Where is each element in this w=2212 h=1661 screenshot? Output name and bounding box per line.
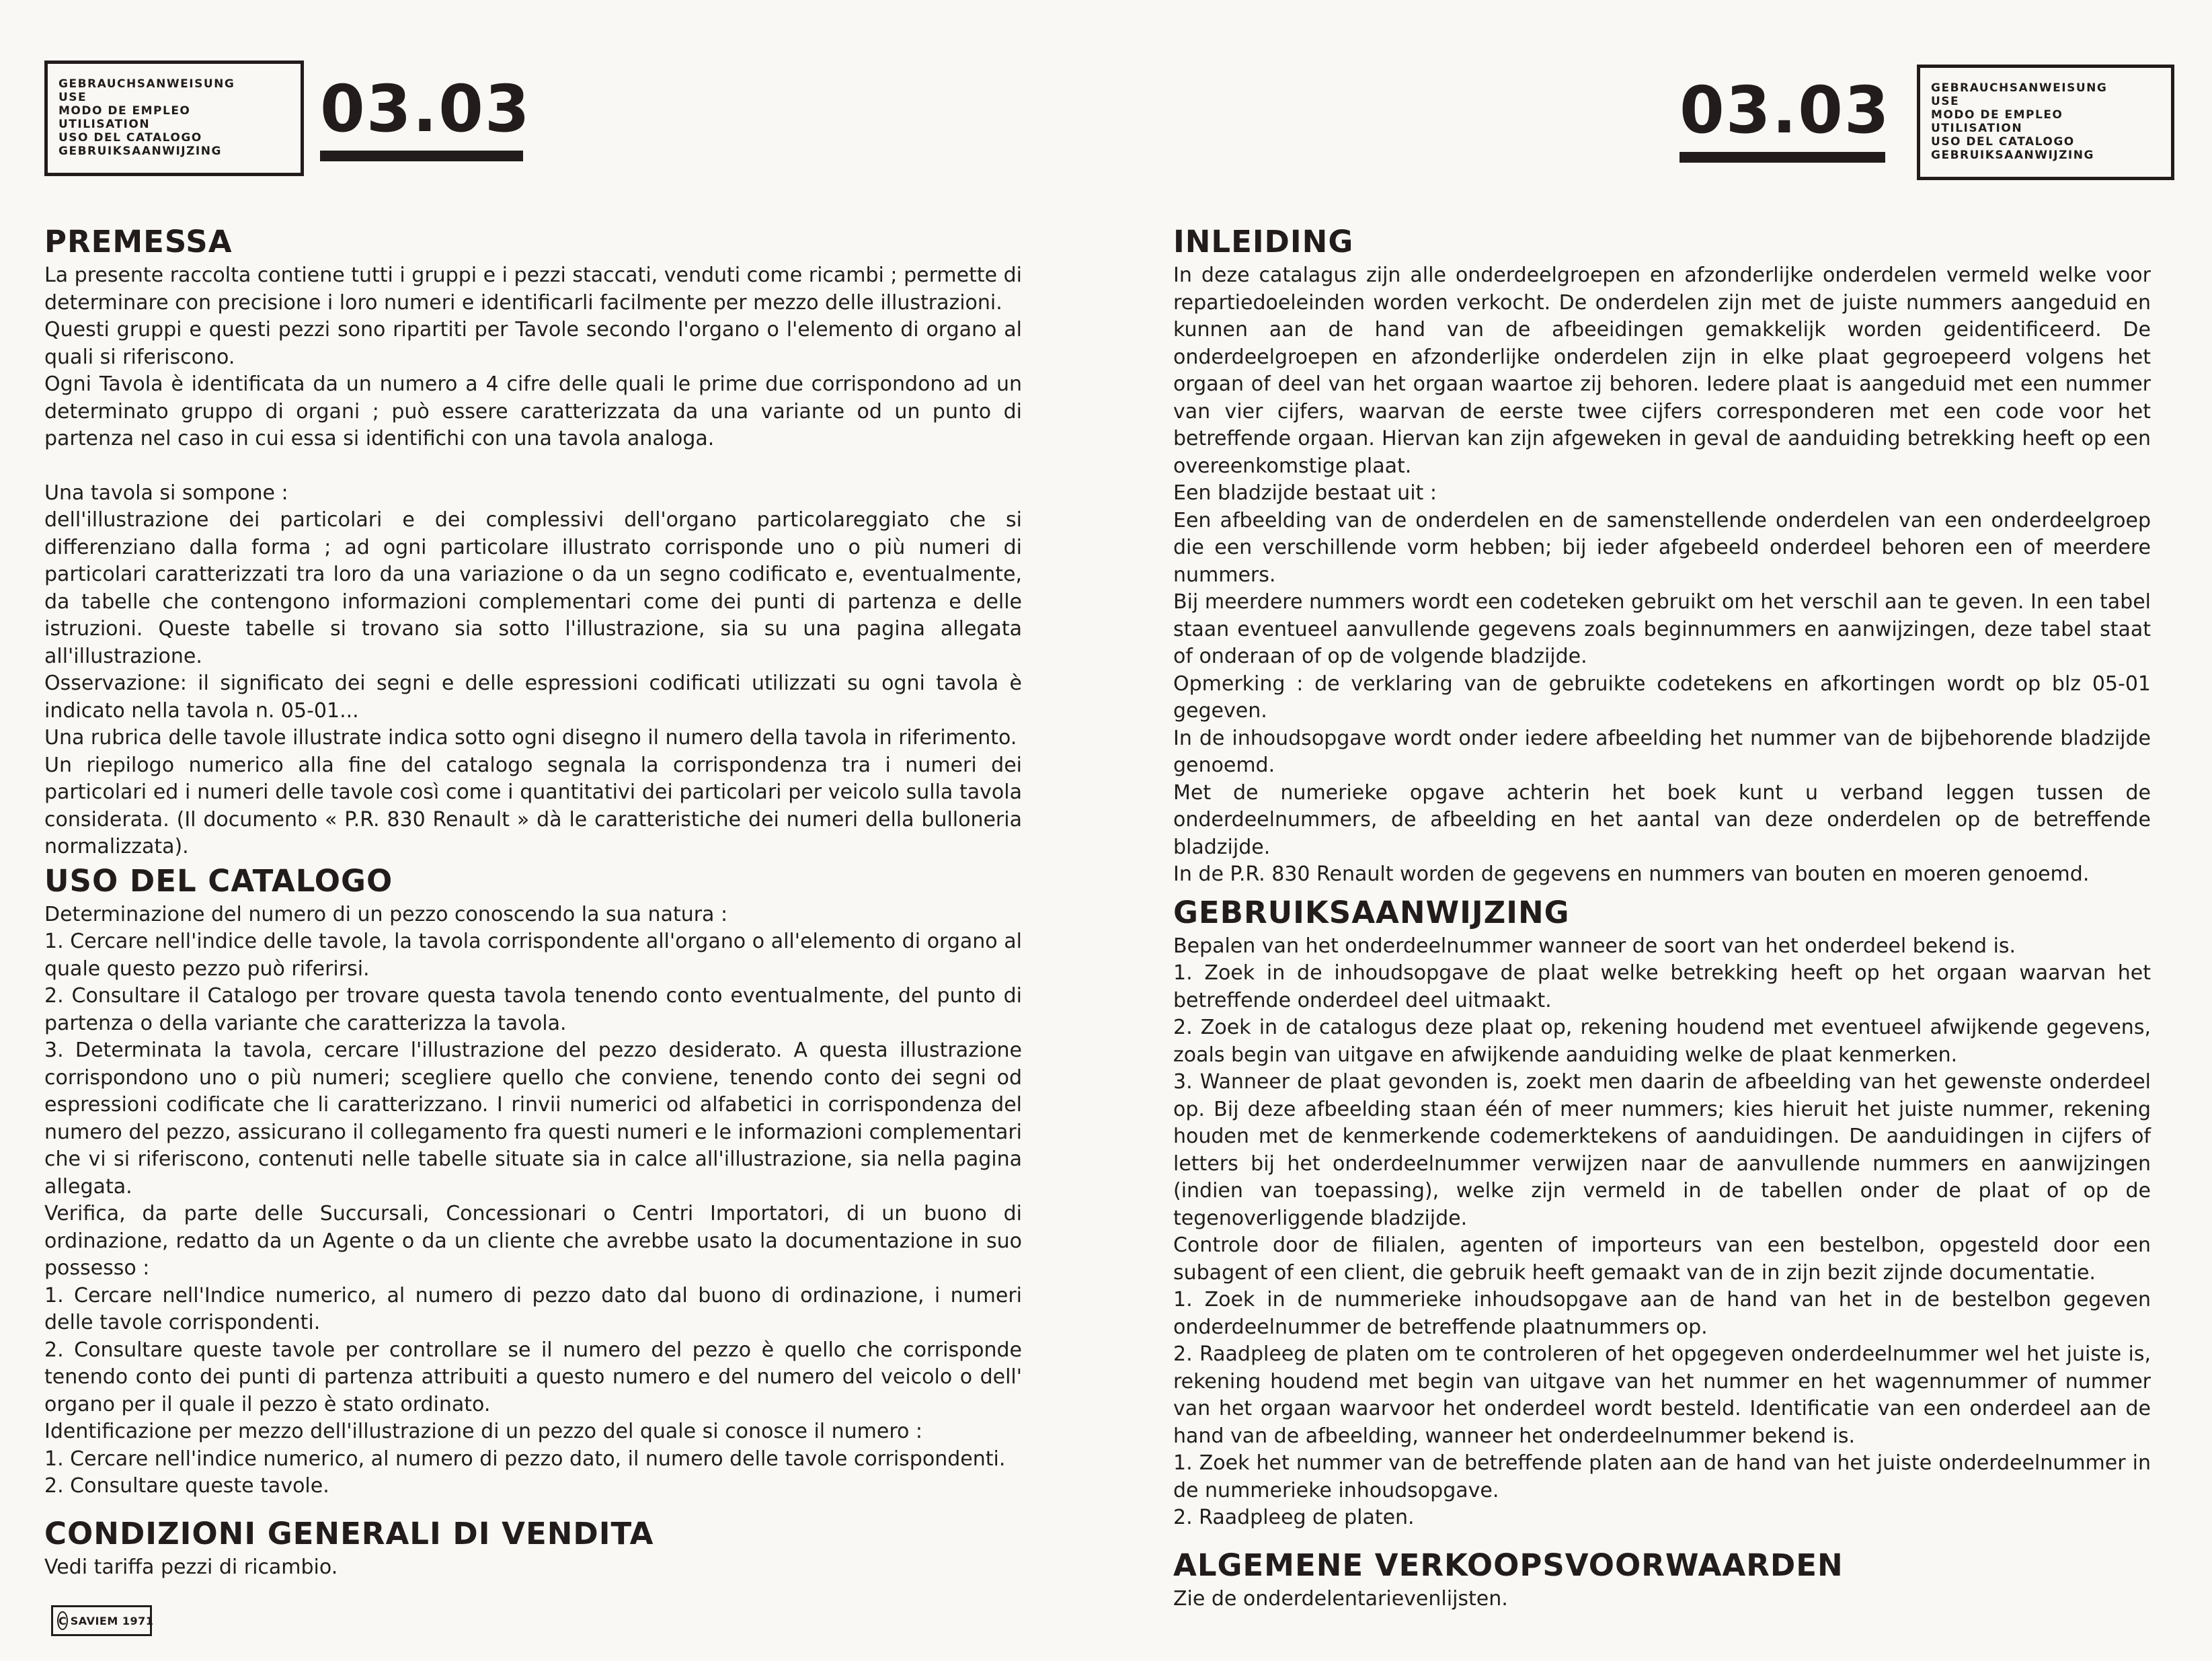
dutch-text <box>1173 222 2151 1613</box>
heading-inleiding: INLEIDING <box>1173 224 1354 259</box>
sheet-number-underline <box>320 151 523 161</box>
paragraph: Bij meerdere nummers wordt een codeteken gebruikt om het verschil aan te geven. In een tabel staan eventueel aanvullende gegevens zoals beginnummers en aanwijzingen, deze tabel staat of onderaan of op de volgende bladzijde. <box>1173 590 2151 668</box>
sheet-number <box>320 71 531 161</box>
paragraph: Osservazione: il significato dei segni e delle espressioni codificati utilizzati su ogni tavola è indicato nella tavola n. 05-01... <box>44 672 1022 723</box>
paragraph: Identificazione per mezzo dell'illustrazione di un pezzo del quale si conosce il numero : <box>44 1420 923 1443</box>
paragraph: Un riepilogo numerico alla fine del catalogo segnala la corrispondenza tra i numeri dei particolari ed i numeri delle tavole così come i quantitativi dei particolari per veicolo sulla tavola considerata. (Il documento « P.R. 830 Renault » dà le caratteristiche dei numeri della bulloneria normalizzata). <box>44 753 1022 858</box>
sheet-number <box>1680 73 1891 163</box>
paragraph: 2. Raadpleeg de platen om te controleren of het opgegeven onderdeelnummer wel het juiste is, rekening houdend met begin van uitgave van het nummer en het wagennummer of nummer van het orgaan waarvoor het onderdeel wordt besteld. Identificatie van een onderdeel aan de hand van de afbeelding, wanneer het onderdeelnummer bekend is. <box>1173 1342 2151 1448</box>
paragraph: 3. Wanneer de plaat gevonden is, zoekt men daarin de afbeelding van het gewenste onderdeel op. Bij deze afbeelding staan één of meer nummers; kies hieruit het juiste nummer, rekening houden met de kenmerkende codemerktekens of aanduidingen. De aanduidingen in cijfers of letters bij het onderdeelnummer verwijzen naar de aanvullende nummers en aanwijzingen (indien van toepassing), welke zijn vermeld in de tabellen onder de plaat of op de tegenoverliggende bladzijde. <box>1173 1070 2151 1230</box>
copyright-text: SAVIEM 1971 <box>70 1614 154 1627</box>
language-label: MODO DE EMPLEO <box>1931 108 2063 122</box>
language-label: MODO DE EMPLEO <box>58 104 191 118</box>
paragraph: 1. Cercare nell'indice delle tavole, la tavola corrispondente all'organo o all'elemento di organo al quale questo pezzo può riferirsi. <box>44 930 1022 981</box>
paragraph: Determinazione del numero di un pezzo conoscendo la sua natura : <box>44 902 728 926</box>
language-label: UTILISATION <box>58 118 151 131</box>
paragraph: Questi gruppi e questi pezzi sono ripartiti per Tavole secondo l'organo o l'elemento di organo al quali si riferiscono. <box>44 318 1022 369</box>
paragraph: 3. Determinata la tavola, cercare l'illustrazione del pezzo desiderato. A questa illustrazione corrispondono uno o più numeri; scegliere quello che conviene, tenendo conto dei segni od espressioni codificate che li caratterizzano. I rinvii numerici od alfabetici in corrispondenza del numero del pezzo, assicurano il collegamento fra questi numeri e le informazioni complementari che vi si riferiscono, contenuti nelle tabelle situate sia in calce all'illustrazione, sia nella pagina allegata. <box>44 1039 1022 1199</box>
sheet-number-text: 03.03 <box>320 71 531 147</box>
language-box <box>1917 65 2174 180</box>
heading-condizioni-generali: CONDIZIONI GENERALI DI VENDITA <box>44 1515 654 1551</box>
language-label: GEBRUIKSAANWIJZING <box>1931 149 2094 162</box>
paragraph: La presente raccolta contiene tutti i gruppi e i pezzi staccati, venduti come ricambi ; permette di determinare con precisione i loro numeri e identificarli facilmente per mezzo delle illustrazioni. <box>44 264 1022 315</box>
heading-gebruiksaanwijzing: GEBRUIKSAANWIJZING <box>1173 894 1570 930</box>
paragraph: 1. Cercare nell'indice numerico, al numero di pezzo dato, il numero delle tavole corrispondenti. <box>44 1447 1006 1471</box>
sheet-number-underline <box>1680 152 1885 163</box>
paragraph: dell'illustrazione dei particolari e dei complessivi dell'organo particolareggiato che si differenziano dalla forma ; ad ogni particolare illustrato corrisponde uno o più numeri di particolari caratterizzati tra loro da una variazione o da un segno codificato e, eventualmente, da tabelle che contengono informazioni complementari come dei punti di partenza e delle istruzioni. Queste tabelle si trovano sia sotto l'illustrazione, sia su una pagina allegata all'illustrazione. <box>44 508 1022 668</box>
heading-algemene-verkoopsvoorwaarden: ALGEMENE VERKOOPSVOORWAARDEN <box>1173 1547 1844 1583</box>
paragraph: Opmerking : de verklaring van de gebruikte codetekens en afkortingen wordt op blz 05-01 gegeven. <box>1173 672 2151 723</box>
language-label: GEBRAUCHSANWEISUNG <box>1931 81 2108 95</box>
paragraph: 2. Consultare queste tavole. <box>44 1474 329 1498</box>
paragraph: 2. Consultare il Catalogo per trovare questa tavola tenendo conto eventualmente, del punto di partenza o della variante che caratterizza la tavola. <box>44 984 1022 1035</box>
paragraph: Verifica, da parte delle Succursali, Concessionari o Centri Importatori, di un buono di ordinazione, redatto da un Agente o da un cliente che avrebbe usato la documentazione in suo possesso : <box>44 1202 1022 1280</box>
paragraph: In de inhoudsopgave wordt onder iedere afbeelding het nummer van de bijbehorende bladzijde genoemd. <box>1173 726 2151 777</box>
spacer <box>44 453 1022 480</box>
language-label: GEBRUIKSAANWIJZING <box>58 145 222 158</box>
paragraph: 1. Cercare nell'Indice numerico, al numero di pezzo dato dal buono di ordinazione, i numeri delle tavole corrispondenti. <box>44 1283 1022 1334</box>
paragraph: Controle door de filialen, agenten of importeurs van een bestelbon, opgesteld door een subagent of een client, die gebruik heeft gemaakt van de in zijn bezit zijnde documentatie. <box>1173 1233 2151 1285</box>
heading-uso-del-catalogo: USO DEL CATALOGO <box>44 862 393 899</box>
paragraph: Met de numerieke opgave achterin het boek kunt u verband leggen tussen de onderdeelnummers, de afbeelding en het aantal van deze onderdelen op de betreffende bladzijde. <box>1173 780 2151 859</box>
language-box <box>44 60 304 176</box>
paragraph: Ogni Tavola è identificata da un numero a 4 cifre delle quali le prime due corrispondono ad un determinato gruppo di organi ; può essere caratterizzata da una variante od un punto di partenza nel caso in cui essa si identifichi con una tavola analoga. <box>44 372 1022 450</box>
paragraph: 1. Zoek in de inhoudsopgave de plaat welke betrekking heeft op het orgaan waarvan het betreffende onderdeel deel uitmaakt. <box>1173 961 2151 1012</box>
paragraph: Vedi tariffa pezzi di ricambio. <box>44 1555 338 1579</box>
italian-text <box>44 222 1022 1581</box>
paragraph: Een bladzijde bestaat uit : <box>1173 481 1437 505</box>
copyright-mark <box>51 1605 152 1636</box>
paragraph: In deze catalagus zijn alle onderdeelgroepen en afzonderlijke onderdelen vermeld welke voor repartiedoeleinden worden verkocht. De onderdelen zijn met de juiste nummers aangeduid en kunnen aan de hand van de afbeeidingen gemakkelijk worden geidentificeerd. De onderdeelgroepen en afzonderlijke onderdelen zijn in elke plaat gegroepeerd volgens het orgaan of deel van het orgaan waartoe zij behoren. Iedere plaat is aangeduid met een nummer van vier cijfers, waarvan de eerste twee cijfers corresponderen met een code voor het betreffende orgaan. Hiervan kan zijn afgeweken in geval de aanduiding betrekking heeft op een overeenkomstige plaat. <box>1173 264 2151 478</box>
language-label: USE <box>1931 95 1960 108</box>
heading-premessa: PREMESSA <box>44 224 233 259</box>
copyright-icon: C <box>57 1611 68 1630</box>
language-label: UTILISATION <box>1931 122 2023 135</box>
language-label: GEBRAUCHSANWEISUNG <box>58 77 235 91</box>
paragraph: In de P.R. 830 Renault worden de gegevens en nummers van bouten en moeren genoemd. <box>1173 862 2090 886</box>
language-label: USE <box>58 91 87 104</box>
spacer <box>44 1500 1022 1514</box>
paragraph: Una tavola si sompone : <box>44 481 288 505</box>
paragraph: Een afbeelding van de onderdelen en de samenstellende onderdelen van een onderdeelgroep die een verschillende vorm hebben; bij ieder afgebeeld onderdeel behoren een of meerdere nummers. <box>1173 508 2151 587</box>
right-page-dutch <box>1106 0 2212 1661</box>
paragraph: Zie de onderdelentarievenlijsten. <box>1173 1586 1508 1611</box>
paragraph: 1. Zoek het nummer van de betreffende platen aan de hand van het juiste onderdeelnummer in de nummerieke inhoudsopgave. <box>1173 1451 2151 1502</box>
spacer <box>1173 1532 2151 1545</box>
paragraph: Una rubrica delle tavole illustrate indica sotto ogni disegno il numero della tavola in riferimento. <box>44 726 1017 750</box>
paragraph: 1. Zoek in de nummerieke inhoudsopgave aan de hand van het in de bestelbon gegeven onderdeelnummer de betreffende plaatnummers op. <box>1173 1288 2151 1339</box>
language-label: USO DEL CATALOGO <box>58 131 202 145</box>
language-label: USO DEL CATALOGO <box>1931 135 2075 149</box>
paragraph: Bepalen van het onderdeelnummer wanneer de soort van het onderdeel bekend is. <box>1173 934 2016 958</box>
sheet-number-text: 03.03 <box>1680 73 1891 148</box>
paragraph: 2. Raadpleeg de platen. <box>1173 1506 1415 1529</box>
paragraph: 2. Consultare queste tavole per controllare se il numero del pezzo è quello che corrisponde tenendo conto dei punti di partenza attribuiti a questo numero e del numero del veicolo o dell' organo per il quale il pezzo è stato ordinato. <box>44 1338 1022 1416</box>
paragraph: 2. Zoek in de catalogus deze plaat op, rekening houdend met eventueel afwijkende gegevens, zoals begin van uitgave en afwijkende aanduiding welke de plaat kenmerken. <box>1173 1016 2151 1067</box>
